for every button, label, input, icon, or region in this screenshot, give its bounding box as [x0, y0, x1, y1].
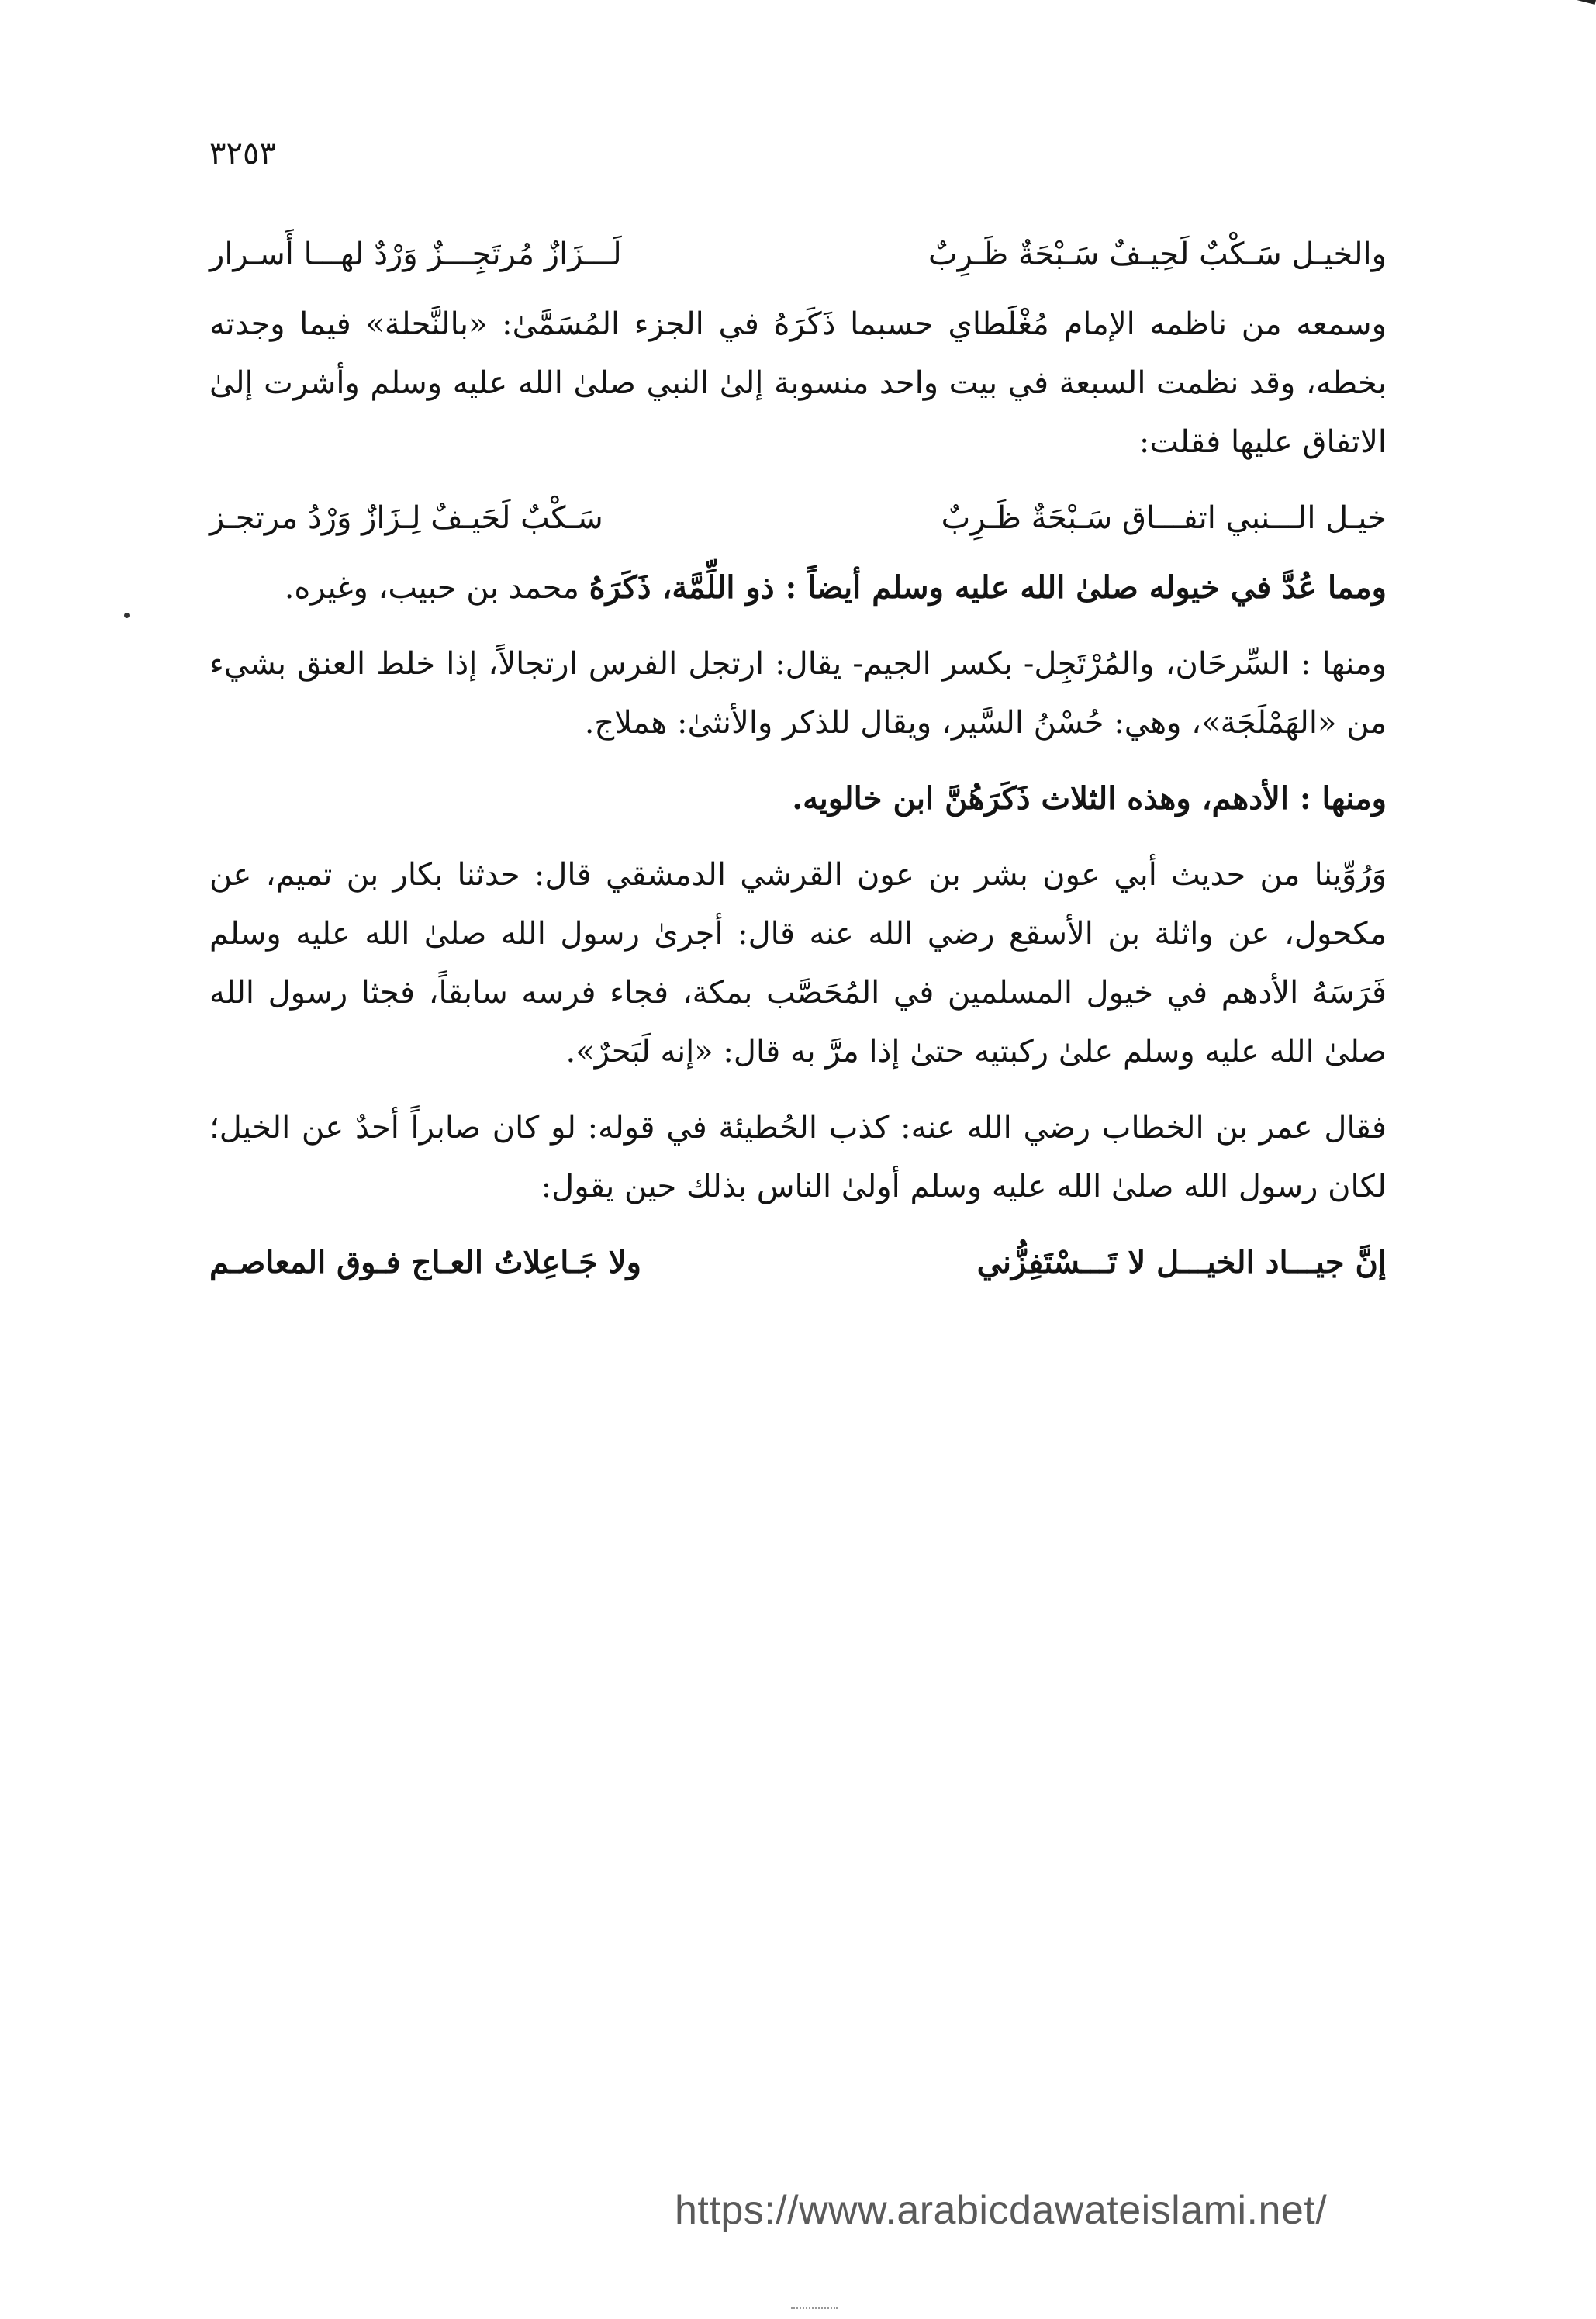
footer-mark [791, 2307, 838, 2312]
paragraph-4: ومنها : الأدهم، وهذه الثلاث ذَكَرَهُنَّ ابن خالويه. [792, 780, 1387, 817]
verse-3-first-hemistich: إنَّ جيـــاد الخيـــل لا تَـــسْتَفِزُّني [976, 1244, 1387, 1280]
paragraph-1: وسمعه من ناظمه الإمام مُغْلَطاي حسبما ذَكَرَهُ في الجزء المُسَمَّىٰ: «بالنَّحلة» فيما وجدته بخطه، وقد نظمت السبعة في بيت واحد منسوبة إلىٰ النبي صلىٰ الله عليه وسلم وأشرت إلىٰ الاتفاق عليها فقلت: [209, 306, 1387, 460]
page-corner-mark [1535, 0, 1596, 35]
verse-2-second-hemistich: سَـكْبٌ لَحَيـفٌ لِـزَازٌ وَرْدُ مرتجـز [209, 500, 603, 536]
verse-3-second-hemistich: ولا جَـاعِلاتُ العـاج فـوق المعاصـم [209, 1244, 641, 1280]
verse-2 [209, 489, 1387, 548]
paragraph-2-lead: ومما عُدَّ في خيوله صلىٰ الله عليه وسلم أيضاً : ذو اللِّمَّة، ذَكَرَهُ [589, 569, 1387, 606]
page-number: ٣٢٥٣ [209, 136, 276, 171]
verse-1-second-hemistich: لَـــزَازٌ مُرتَجِـــزٌ وَرْدٌ لهـــا أَسـرار [209, 237, 622, 272]
verse-3 [209, 1233, 1387, 1292]
page-body [209, 225, 1387, 1303]
paragraph-6: فقال عمر بن الخطاب رضي الله عنه: كذب الحُطيئة في قوله: لو كان صابراً أحدٌ عن الخيل؛ لكان رسول الله صلىٰ الله عليه وسلم أولىٰ الناس بذلك حين يقول: [209, 1110, 1387, 1204]
paragraph-5: وَرُوِّينا من حديث أبي عون بشر بن عون القرشي الدمشقي قال: حدثنا بكار بن تميم، عن مكحول، عن واثلة بن الأسقع رضي الله عنه قال: أجرىٰ رسول الله صلىٰ الله عليه وسلم فَرَسَهُ الأدهم في خيول المسلمين في المُحَصَّب بمكة، فجاء فرسه سابقاً، فجثا رسول الله صلىٰ الله عليه وسلم علىٰ ركبتيه حتىٰ إذا مرَّ به قال: «إنه لَبَحرٌ». [209, 857, 1387, 1070]
stray-dot [124, 613, 130, 618]
watermark-url: https://www.arabicdawateislami.net/ [675, 2188, 1328, 2233]
verse-2-first-hemistich: خيـل الـــنبي اتفـــاق سَـبْحَةٌ ظَـرِبٌ [941, 500, 1387, 536]
verse-1 [209, 225, 1387, 284]
paragraph-2 [209, 558, 1387, 617]
paragraph-2-rest: محمد بن حبيب، وغيره. [284, 570, 579, 606]
paragraph-3: ومنها : السِّرحَان، والمُرْتَجِل- بكسر الجيم- يقال: ارتجل الفرس ارتجالاً، إذا خلط العنق بشيء من «الهَمْلَجَة»، وهي: حُسْنُ السَّير، ويقال للذكر والأنثىٰ: هملاج. [209, 646, 1387, 741]
verse-1-first-hemistich: والخيـل سَـكْبٌ لَحِيـفٌ سَـبْحَةٌ ظَـرِبٌ [928, 237, 1387, 272]
